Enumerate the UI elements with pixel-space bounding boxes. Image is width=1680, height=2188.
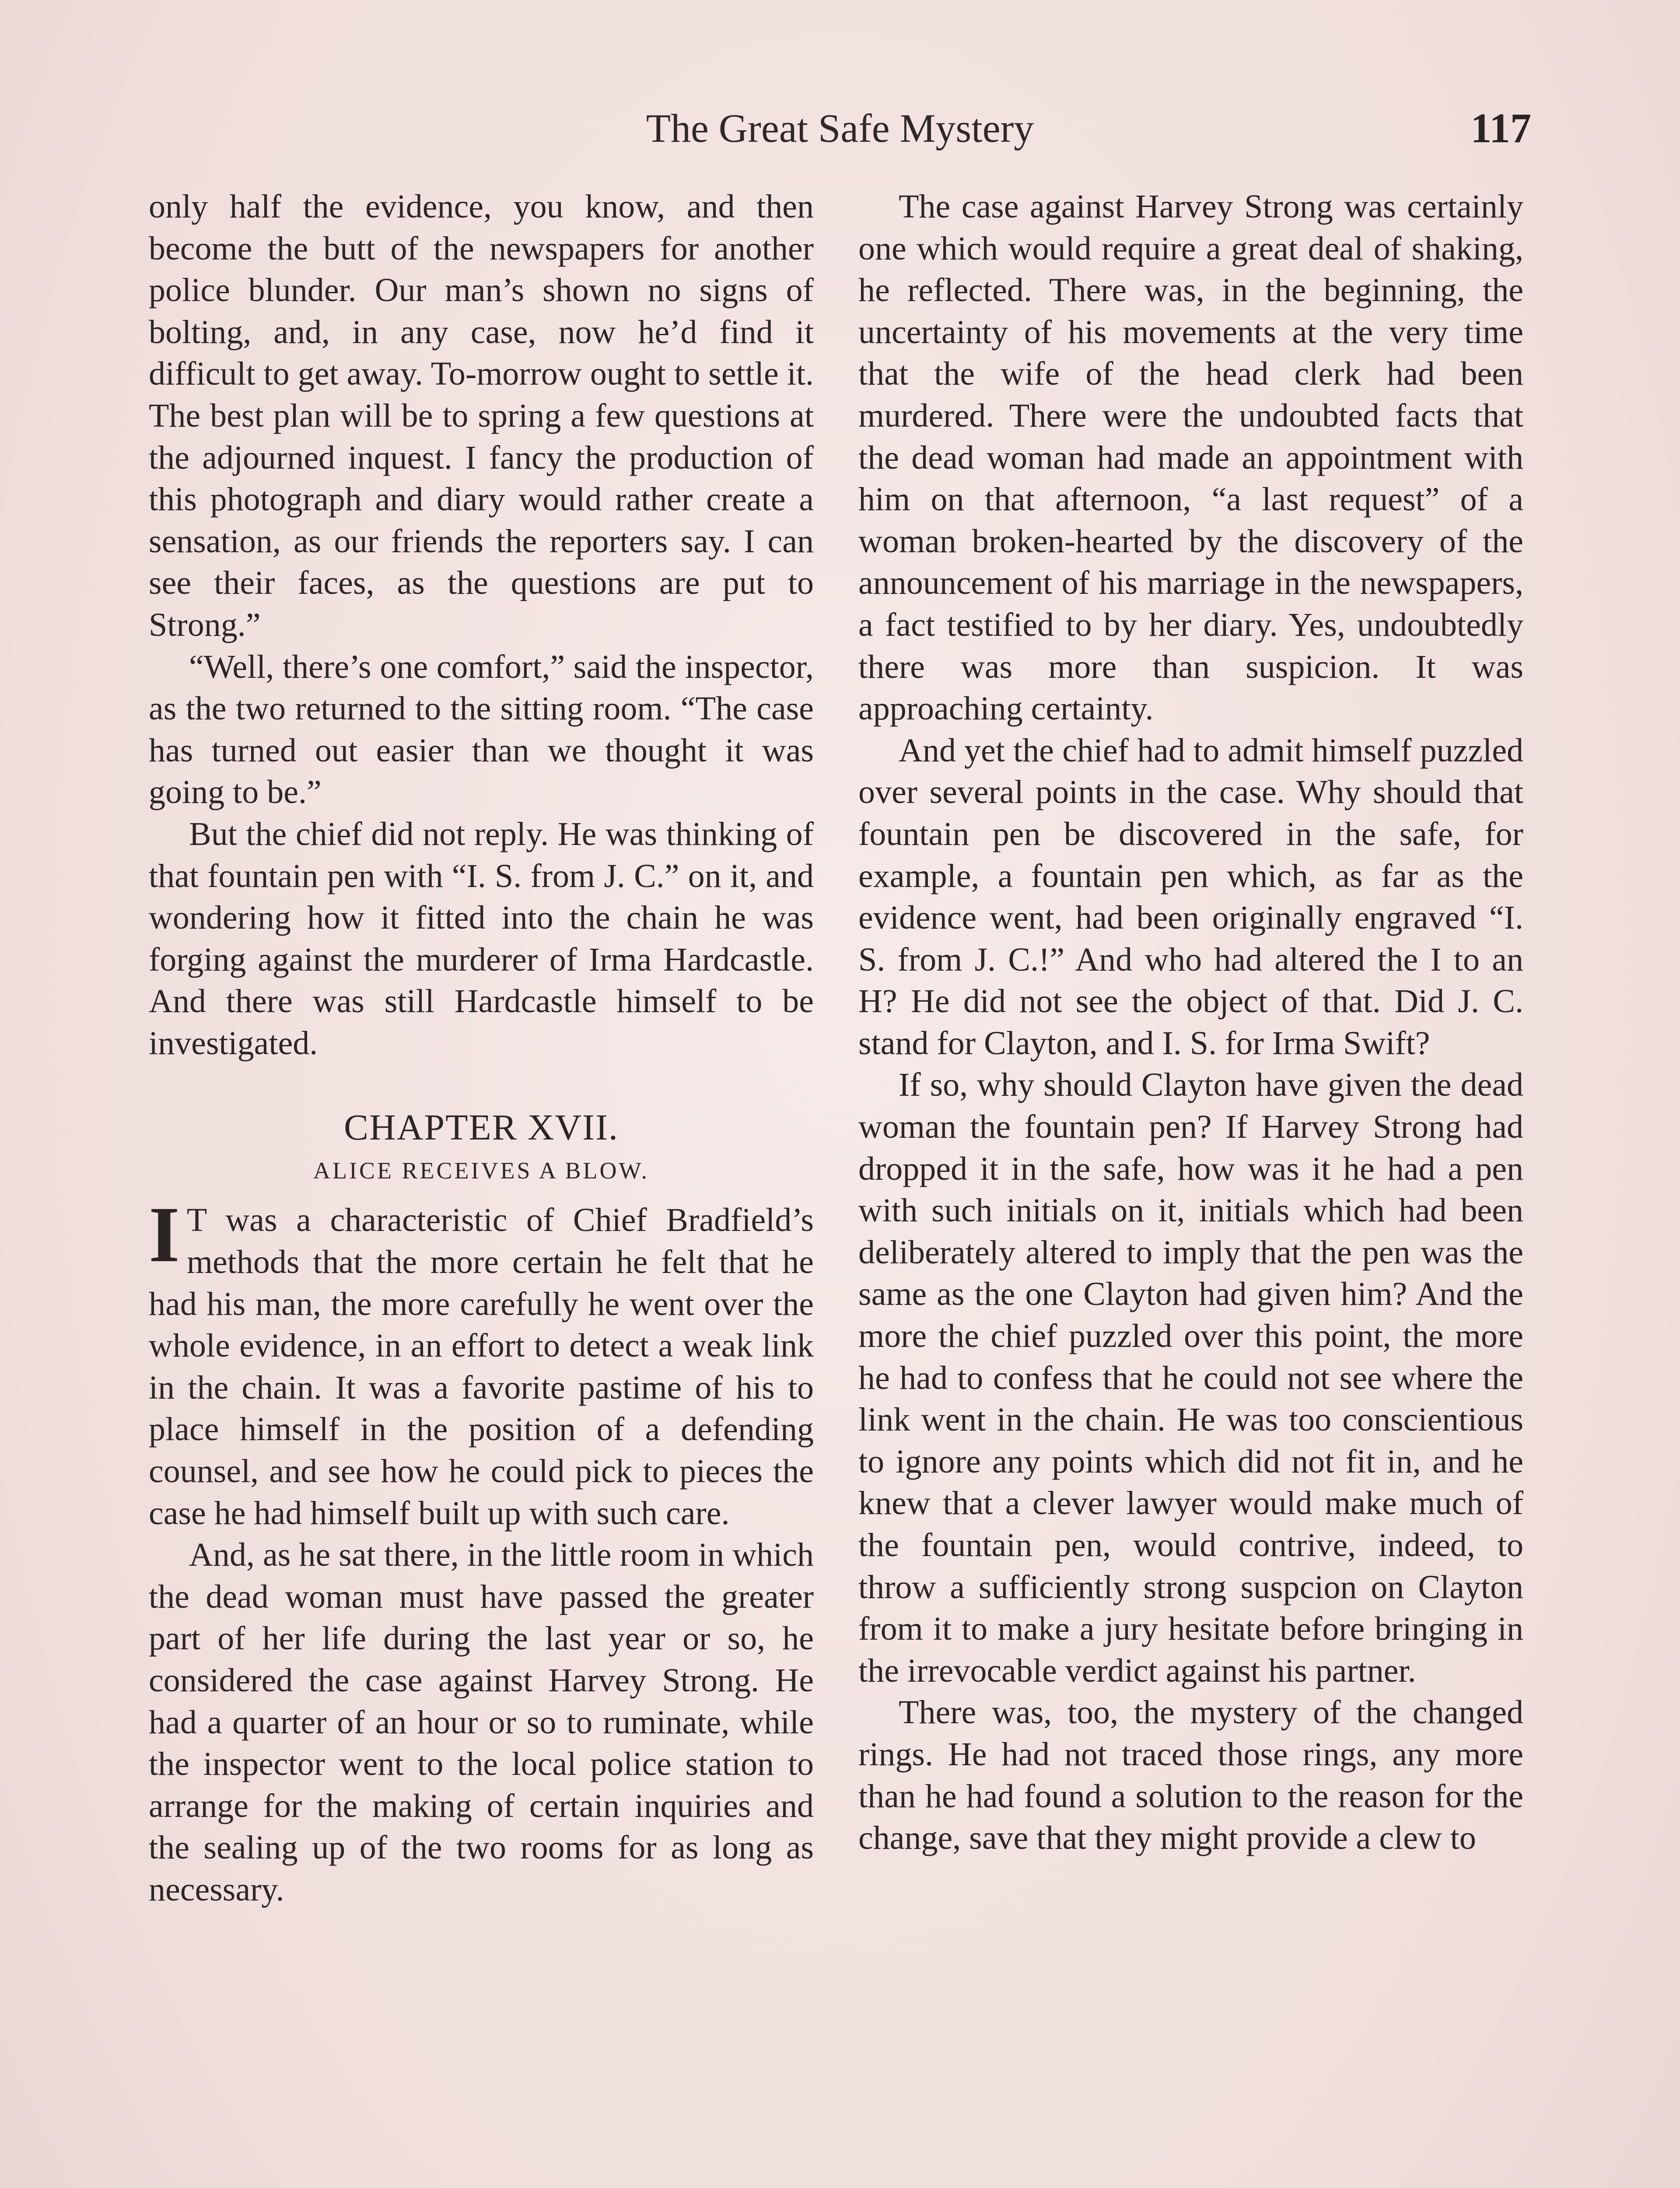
right-paragraph-2: And yet the chief had to admit himself puzzled over several points in the case. Why should that fountain pen be discovered in the safe, for example, a fountain pen which, as far as the evidence went, had been originally engraved “I. S. from J. C.!” And who had altered the I to an H? He did not see the object of that. Did J. C. stand for Clayton, and I. S. for Irma Swift? (858, 732, 1523, 1062)
left-paragraph-3: But the chief did not reply. He was thinking of that fountain pen with “I. S. from J. C.” on it, and wondering how it fitted into the chain he was forging against the murderer of Irma Hardcastle. And there was still Hardcastle himself to be investigated. (149, 815, 814, 1062)
running-title: The Great Safe Mystery (646, 106, 1034, 151)
left-paragraph-4-text: T was a characteristic of Chief Bradfield’s methods that the more certain he felt that he had his man, the more carefully he went over the whole evidence, in an effort to detect a weak link in the chain. It was a favorite pastime of his to place himself in the position of a defending counsel, and see how he could pick to pieces the case he had himself built up with such care. (149, 1202, 814, 1532)
chapter-subtitle: ALICE RECEIVES A BLOW. (313, 1157, 650, 1184)
right-paragraph-3: If so, why should Clayton have given the dead woman the fountain pen? If Harvey Strong had dropped it in the safe, how was it he had a pen with such initials on it, initials which had been deliberately altered to imply that the pen was the same as the one Clayton had given him? And the more the chief puzzled over this point, the more he had to confess that he could not see where the link went in the chain. He was too conscientious to ignore any points which did not fit in, and he knew that a clever lawyer would make much of the fountain pen, would contrive, indeed, to throw a sufficiently strong suspcion on Clayton from it to make a jury hesitate before bringing in the irrevocable verdict against his partner. (858, 1066, 1523, 1689)
running-head (149, 100, 1531, 157)
left-paragraph-1: only half the evidence, you know, and then become the butt of the newspapers for another police blunder. Our man’s shown no signs of bolting, and, in any case, now he’d find it difficult to get away. To-morrow ought to settle it. The best plan will be to spring a few questions at the adjourned inquest. I fancy the production of this photograph and diary would rather create a sensation, as our friends the reporters say. I can see their faces, as the questions are put to Strong.” (149, 188, 814, 643)
drop-cap: I (149, 1191, 180, 1279)
chapter-heading (149, 1106, 814, 1187)
left-paragraph-2: “Well, there’s one comfort,” said the inspector, as the two returned to the sitting room. “The case has turned out easier than we thought it was going to be.” (149, 648, 814, 811)
left-paragraph-4 (149, 1191, 814, 1534)
page-number: 117 (1470, 105, 1531, 151)
right-column (858, 186, 1523, 1859)
right-paragraph-4: There was, too, the mystery of the changed rings. He had not traced those rings, any more than he had found a solution to the reason for the change, save that they might provide a clew to (858, 1694, 1523, 1857)
left-column (149, 186, 814, 1911)
right-paragraph-1: The case against Harvey Strong was certainly one which would require a great deal of shaking, he reflected. There was, in the beginning, the uncertainty of his movements at the very time that the wife of the head clerk had been murdered. There were the undoubted facts that the dead woman had made an appointment with him on that afternoon, “a last request” of a woman broken-hearted by the discovery of the announcement of his marriage in the newspapers, a fact testified to by her diary. Yes, undoubtedly there was more than suspicion. It was approaching certainty. (858, 188, 1523, 727)
left-paragraph-5: And, as he sat there, in the little room in which the dead woman must have passed the greater part of her life during the last year or so, he considered the case against Harvey Strong. He had a quarter of an hour or so to ruminate, while the inspector went to the local police station to arrange for the making of certain inquiries and the sealing up of the two rooms for as long as necessary. (149, 1536, 814, 1908)
chapter-title: CHAPTER XVII. (344, 1107, 619, 1148)
